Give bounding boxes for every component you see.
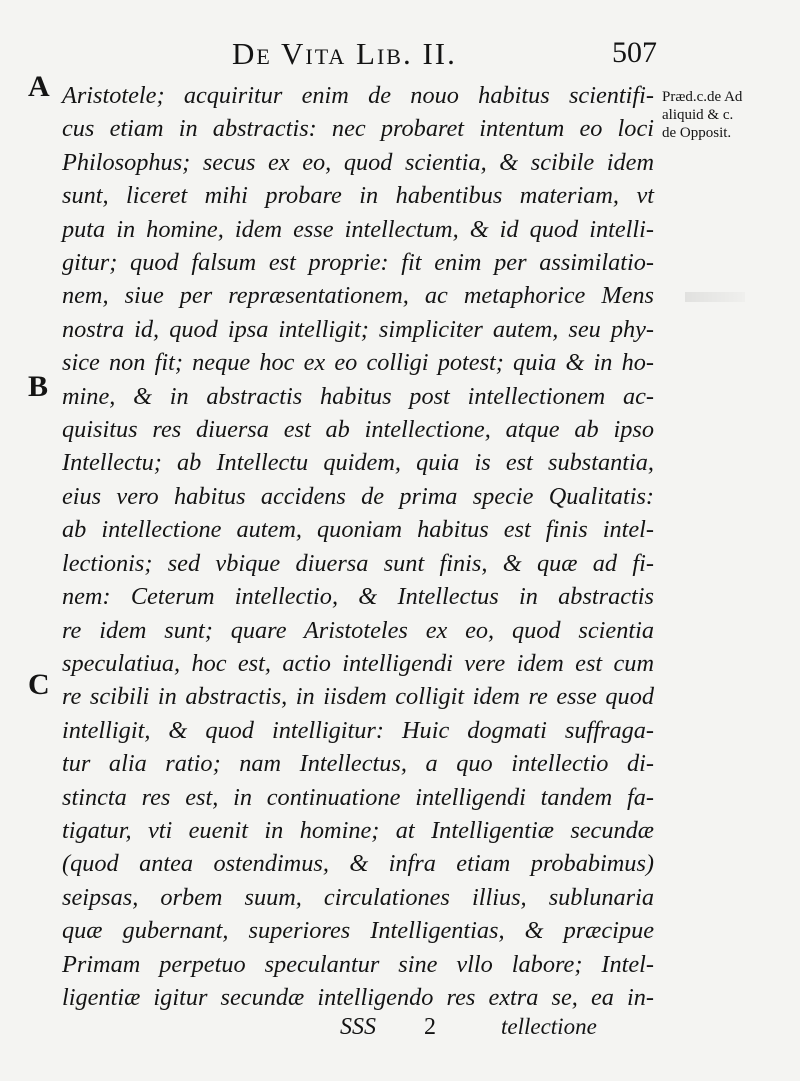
text-line: ligentiæ igitur secundæ intelligendo res extra se, ea in-: [62, 983, 654, 1011]
text-line: tur alia ratio; nam Intellectus, a quo intellectio di-: [62, 750, 654, 778]
page-number: 507: [612, 36, 657, 69]
marginal-note-line: de Opposit.: [662, 125, 732, 141]
text-line: gitur; quod falsum est proprie: fit enim per assimilatio-: [62, 249, 654, 277]
text-line: sunt, liceret mihi probare in habentibus materiam, vt: [62, 182, 654, 210]
text-line: re scibili in abstractis, in iisdem colligit idem re esse quod: [62, 683, 654, 711]
text-line: cus etiam in abstractis: nec probaret intentum eo loci: [62, 115, 654, 143]
signature-mark: SSS: [340, 1014, 376, 1040]
marginal-note-line: aliquid & c.: [662, 107, 734, 123]
text-line: ab intellectione autem, quoniam habitus est finis intel-: [62, 516, 654, 544]
text-line: tigatur, vti euenit in homine; at Intelligentiæ secundæ: [62, 816, 654, 844]
text-line: nostra id, quod ipsa intelligit; simpliciter autem, seu phy-: [62, 315, 654, 343]
text-line: speculatiua, hoc est, actio intelligendi vere idem est cum: [62, 649, 654, 677]
text-line: quisitus res diuersa est ab intellectione, atque ab ipso: [62, 416, 654, 444]
text-line: lectionis; sed vbique diuersa sunt finis, & quæ ad fi-: [62, 549, 654, 577]
text-line: stincta res est, in continuatione intelligendi tandem fa-: [62, 783, 654, 811]
body-text: [62, 79, 654, 1014]
text-line: Primam perpetuo speculantur sine vllo labore; Intel-: [62, 950, 654, 978]
running-title: De Vita Lib. II.: [232, 36, 457, 71]
signature-number: 2: [424, 1014, 436, 1040]
text-line: eius vero habitus accidens de prima specie Qualitatis:: [62, 482, 654, 510]
text-line: re idem sunt; quare Aristoteles ex eo, quod scientia: [62, 616, 654, 644]
text-line: Intellectu; ab Intellectu quidem, quia is est substantia,: [62, 449, 654, 477]
text-line: puta in homine, idem esse intellectum, & id quod intelli-: [62, 215, 654, 243]
section-marker-b: B: [28, 370, 49, 403]
text-line: sice non fit; neque hoc ex eo colligi potest; quia & in ho-: [62, 349, 654, 377]
text-line: (quod antea ostendimus, & infra etiam probabimus): [62, 850, 654, 878]
text-line: nem, siue per repræsentationem, ac metaphorice Mens: [62, 282, 654, 310]
ink-smudge: [685, 292, 745, 302]
text-line: nem: Ceterum intellectio, & Intellectus in abstractis: [62, 583, 654, 611]
text-line: Aristotele; acquiritur enim de nouo habitus scientifi-: [62, 82, 654, 109]
text-line: intelligit, & quod intelligitur: Huic dogmati suffraga-: [62, 716, 654, 744]
text-line: mine, & in abstractis habitus post intellectionem ac-: [62, 382, 654, 410]
marginal-note: [662, 88, 797, 142]
text-line: Philosophus; secus ex eo, quod scientia, & scibile idem: [62, 148, 654, 176]
text-line: seipsas, orbem suum, circulationes illius, sublunaria: [62, 883, 654, 911]
text-line: quæ gubernant, superiores Intelligentias, & præcipue: [62, 917, 654, 945]
marginal-note-line: Præd.c.de Ad: [662, 89, 743, 105]
catchword: tellectione: [501, 1014, 597, 1039]
section-marker-c: C: [28, 668, 50, 701]
section-marker-a: A: [28, 70, 50, 103]
